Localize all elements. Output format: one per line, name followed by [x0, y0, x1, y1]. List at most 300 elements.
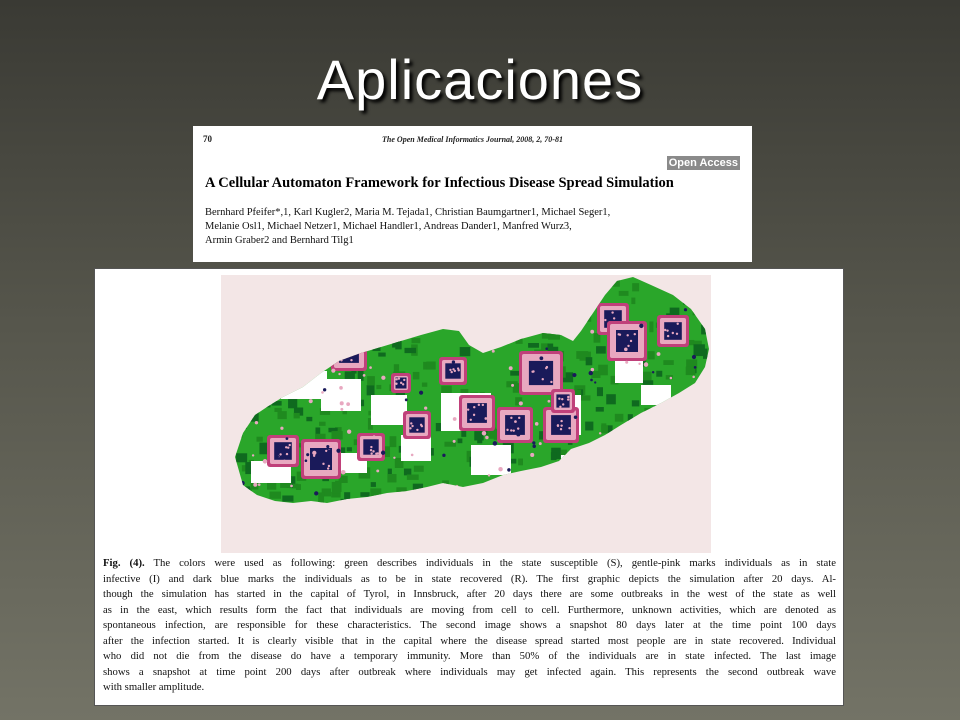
scattered-individual: [276, 360, 279, 363]
susceptible-cell: [313, 521, 322, 528]
paper-header-image: [193, 126, 752, 262]
susceptible-cell: [263, 379, 272, 383]
susceptible-cell: [244, 488, 252, 494]
susceptible-cell: [665, 498, 670, 506]
susceptible-cell: [407, 300, 415, 306]
scattered-individual: [232, 446, 236, 450]
susceptible-cell: [378, 353, 385, 357]
susceptible-cell: [610, 279, 620, 286]
infective-dot: [343, 348, 345, 350]
scattered-individual: [245, 421, 249, 425]
susceptible-cell: [597, 500, 608, 510]
susceptible-cell: [488, 522, 494, 530]
scattered-individual: [484, 417, 487, 420]
susceptible-cell: [409, 495, 414, 505]
susceptible-cell: [283, 315, 293, 323]
susceptible-cell: [264, 360, 271, 369]
scattered-individual: [405, 398, 408, 401]
susceptible-cell: [523, 483, 532, 492]
susceptible-cell: [656, 480, 663, 492]
scattered-individual: [393, 457, 395, 459]
susceptible-cell: [632, 508, 640, 519]
susceptible-cell: [546, 530, 551, 536]
susceptible-cell: [602, 531, 607, 541]
scattered-individual: [240, 481, 245, 486]
susceptible-cell: [684, 450, 688, 454]
infective-dot: [542, 378, 544, 380]
scattered-individual: [692, 376, 695, 379]
susceptible-cell: [236, 337, 247, 341]
infective-dot: [287, 447, 289, 449]
empty-region: [641, 385, 671, 405]
scattered-individual: [644, 362, 649, 367]
infective-dot: [372, 450, 374, 452]
scattered-individual: [381, 451, 385, 455]
susceptible-cell: [376, 385, 381, 389]
susceptible-cell: [560, 471, 572, 476]
susceptible-cell: [436, 423, 441, 431]
recovered-core: [529, 361, 553, 385]
susceptible-cell: [477, 545, 483, 550]
infective-dot: [325, 450, 327, 452]
susceptible-cell: [477, 337, 482, 348]
infective-dot: [666, 329, 668, 331]
scattered-individual: [292, 363, 296, 367]
susceptible-cell: [706, 458, 711, 467]
susceptible-cell: [292, 545, 297, 553]
scattered-individual: [471, 342, 475, 346]
infective-dot: [532, 370, 534, 372]
susceptible-cell: [329, 308, 335, 320]
susceptible-cell: [617, 481, 628, 493]
susceptible-cell: [673, 419, 677, 429]
susceptible-cell: [666, 424, 677, 430]
scattered-individual: [488, 474, 490, 476]
susceptible-cell: [559, 307, 569, 315]
susceptible-cell: [233, 387, 241, 392]
susceptible-cell: [309, 325, 320, 333]
susceptible-cell: [311, 289, 322, 294]
scattered-individual: [514, 420, 517, 423]
scattered-individual: [433, 321, 437, 325]
susceptible-cell: [648, 504, 655, 514]
scattered-individual: [482, 431, 487, 436]
susceptible-cell: [264, 314, 271, 325]
scattered-individual: [569, 316, 573, 320]
susceptible-cell: [306, 417, 312, 421]
susceptible-cell: [238, 424, 247, 428]
susceptible-cell: [692, 474, 699, 480]
susceptible-cell: [473, 285, 480, 290]
susceptible-cell: [307, 517, 314, 526]
infective-dot: [322, 463, 324, 465]
susceptible-cell: [555, 499, 561, 507]
scattered-individual: [654, 447, 659, 452]
susceptible-cell: [375, 291, 385, 297]
susceptible-cell: [507, 489, 519, 500]
susceptible-cell: [521, 296, 532, 307]
susceptible-cell: [351, 327, 360, 331]
susceptible-cell: [435, 546, 447, 550]
susceptible-cell: [294, 413, 300, 419]
susceptible-cell: [679, 487, 686, 495]
susceptible-cell: [292, 334, 300, 339]
infective-dot: [370, 452, 372, 454]
scattered-individual: [340, 408, 343, 411]
susceptible-cell: [272, 279, 277, 289]
scattered-individual: [519, 401, 523, 405]
infective-dot: [286, 453, 288, 455]
susceptible-cell: [413, 372, 420, 379]
susceptible-cell: [404, 469, 411, 476]
susceptible-cell: [272, 388, 278, 395]
susceptible-cell: [282, 326, 294, 337]
scattered-individual: [258, 483, 261, 486]
susceptible-cell: [608, 472, 614, 481]
susceptible-cell: [365, 309, 370, 314]
susceptible-cell: [262, 391, 266, 400]
susceptible-cell: [518, 459, 523, 466]
scattered-individual: [283, 460, 286, 463]
infective-dot: [506, 429, 508, 431]
susceptible-cell: [470, 506, 475, 517]
scattered-individual: [424, 407, 427, 410]
scattered-individual: [331, 369, 335, 373]
scattered-individual: [624, 348, 628, 352]
infective-dot: [400, 382, 402, 384]
susceptible-cell: [334, 338, 341, 349]
scattered-individual: [312, 451, 316, 455]
susceptible-cell: [533, 482, 538, 492]
susceptible-cell: [334, 506, 339, 510]
susceptible-cell: [222, 363, 229, 374]
susceptible-cell: [372, 293, 376, 300]
susceptible-cell: [359, 517, 367, 523]
susceptible-cell: [585, 312, 591, 322]
scattered-individual: [702, 428, 704, 430]
susceptible-cell: [607, 551, 612, 553]
scattered-individual: [556, 462, 560, 466]
susceptible-cell: [598, 477, 604, 481]
susceptible-cell: [300, 525, 308, 533]
susceptible-cell: [471, 550, 475, 553]
susceptible-cell: [654, 406, 660, 415]
susceptible-cell: [224, 375, 233, 383]
susceptible-cell: [710, 336, 711, 343]
susceptible-cell: [277, 411, 286, 419]
susceptible-cell: [272, 401, 282, 406]
susceptible-cell: [470, 552, 477, 553]
scattered-individual: [261, 311, 265, 315]
infective-dot: [510, 417, 512, 419]
author-line: Armin Graber2 and Bernhard Tilg1: [205, 235, 354, 246]
scattered-individual: [697, 421, 700, 424]
infective-dot: [454, 370, 456, 372]
scattered-individual: [605, 476, 608, 479]
susceptible-cell: [510, 371, 519, 376]
susceptible-cell: [653, 476, 657, 483]
susceptible-cell: [528, 343, 539, 348]
infective-dot: [613, 317, 615, 319]
scattered-individual: [241, 345, 245, 349]
susceptible-cell: [425, 505, 435, 513]
slide-title: Aplicaciones: [316, 48, 644, 111]
susceptible-cell: [410, 527, 420, 538]
scattered-individual: [590, 330, 594, 334]
susceptible-cell: [319, 422, 326, 426]
susceptible-cell: [362, 528, 371, 537]
scattered-individual: [660, 334, 664, 338]
susceptible-cell: [437, 296, 449, 304]
infective-dot: [667, 335, 669, 337]
susceptible-cell: [452, 310, 456, 320]
susceptible-cell: [644, 411, 650, 415]
susceptible-cell: [381, 530, 386, 538]
susceptible-cell: [465, 535, 474, 543]
scattered-individual: [573, 315, 577, 319]
susceptible-cell: [358, 306, 369, 314]
scattered-individual: [252, 454, 254, 456]
scattered-individual: [532, 441, 535, 444]
susceptible-cell: [514, 304, 519, 315]
susceptible-cell: [671, 454, 683, 459]
susceptible-cell: [457, 502, 463, 507]
infective-dot: [279, 453, 281, 455]
susceptible-cell: [439, 541, 445, 548]
infective-dot: [402, 383, 404, 385]
susceptible-cell: [626, 447, 637, 451]
susceptible-cell: [279, 328, 286, 332]
susceptible-cell: [654, 413, 658, 421]
susceptible-cell: [415, 506, 420, 513]
susceptible-cell: [555, 324, 565, 332]
susceptible-cell: [287, 308, 298, 318]
susceptible-cell: [334, 277, 343, 283]
susceptible-cell: [419, 495, 429, 499]
scattered-individual: [598, 503, 601, 506]
susceptible-cell: [706, 472, 711, 479]
susceptible-cell: [438, 279, 442, 286]
scattered-individual: [400, 310, 403, 313]
scattered-individual: [680, 441, 683, 444]
susceptible-cell: [657, 462, 664, 472]
susceptible-cell: [413, 484, 423, 492]
susceptible-cell: [324, 343, 331, 349]
infective-dot: [560, 428, 562, 430]
susceptible-cell: [360, 492, 369, 497]
susceptible-cell: [318, 492, 324, 503]
susceptible-cell: [354, 548, 359, 553]
scattered-individual: [305, 459, 308, 462]
susceptible-cell: [481, 535, 485, 546]
susceptible-cell: [546, 482, 556, 487]
susceptible-cell: [614, 542, 625, 550]
scattered-individual: [230, 305, 232, 307]
susceptible-cell: [382, 288, 387, 300]
caption-line: as in the east, which results form the fact that individuals are moving from cell to cell. Furthermore, unknown activities, which are denoted as: [103, 603, 836, 616]
susceptible-cell: [644, 408, 655, 417]
infective-dot: [370, 449, 372, 451]
susceptible-cell: [404, 348, 416, 353]
scattered-individual: [422, 319, 426, 323]
scattered-individual: [532, 445, 536, 449]
susceptible-cell: [461, 496, 468, 504]
susceptible-cell: [253, 550, 257, 553]
susceptible-cell: [609, 450, 620, 461]
susceptible-cell: [311, 512, 321, 517]
infective-dot: [634, 333, 636, 335]
scattered-individual: [670, 377, 673, 380]
susceptible-cell: [382, 282, 390, 288]
susceptible-cell: [279, 323, 289, 331]
scattered-individual: [222, 481, 226, 485]
infective-dot: [567, 396, 569, 398]
scattered-individual: [692, 454, 697, 459]
susceptible-cell: [468, 541, 473, 547]
scattered-individual: [557, 461, 561, 465]
susceptible-cell: [547, 305, 559, 316]
susceptible-cell: [521, 301, 528, 310]
infective-dot: [375, 453, 377, 455]
scattered-individual: [665, 422, 667, 424]
susceptible-cell: [620, 429, 625, 438]
scattered-individual: [253, 483, 257, 487]
scattered-individual: [632, 466, 635, 469]
susceptible-cell: [286, 325, 296, 336]
susceptible-cell: [674, 400, 685, 408]
susceptible-cell: [393, 540, 404, 545]
infective-dot: [517, 427, 519, 429]
infective-dot: [457, 367, 459, 369]
scattered-individual: [241, 364, 246, 369]
infective-dot: [450, 371, 452, 373]
scattered-individual: [319, 457, 323, 461]
susceptible-cell: [694, 277, 701, 285]
journal-citation: The Open Medical Informatics Journal, 2008, 2, 70-81: [382, 135, 563, 144]
susceptible-cell: [586, 357, 593, 365]
scattered-individual: [304, 503, 308, 507]
susceptible-cell: [265, 288, 272, 297]
susceptible-cell: [632, 501, 641, 513]
susceptible-cell: [447, 280, 458, 291]
susceptible-cell: [643, 545, 648, 553]
susceptible-cell: [354, 542, 362, 547]
scattered-individual: [238, 344, 241, 347]
scattered-individual: [507, 468, 511, 472]
susceptible-cell: [532, 327, 544, 333]
susceptible-cell: [341, 499, 346, 506]
scattered-individual: [276, 455, 279, 458]
infective-zone: [334, 338, 364, 368]
susceptible-cell: [415, 329, 422, 334]
infective-dot: [677, 323, 679, 325]
infective-dot: [560, 424, 562, 426]
susceptible-cell: [345, 303, 349, 313]
susceptible-cell: [248, 412, 258, 422]
scattered-individual: [238, 319, 241, 322]
susceptible-cell: [508, 299, 517, 311]
susceptible-cell: [683, 300, 690, 305]
susceptible-cell: [238, 429, 243, 438]
infective-dot: [550, 381, 552, 383]
susceptible-cell: [542, 277, 546, 282]
susceptible-cell: [500, 326, 504, 332]
susceptible-cell: [586, 465, 593, 470]
susceptible-cell: [230, 551, 234, 553]
susceptible-cell: [330, 348, 340, 353]
susceptible-cell: [371, 482, 376, 487]
susceptible-cell: [601, 425, 608, 433]
scattered-individual: [574, 416, 577, 419]
susceptible-cell: [274, 311, 284, 322]
infective-dot: [345, 352, 347, 354]
susceptible-cell: [236, 351, 244, 360]
scattered-individual: [340, 401, 344, 405]
scattered-individual: [306, 453, 309, 456]
scattered-individual: [229, 436, 233, 440]
scattered-individual: [694, 366, 697, 369]
susceptible-cell: [289, 320, 294, 327]
susceptible-cell: [447, 516, 452, 524]
scattered-individual: [373, 435, 375, 437]
scattered-individual: [516, 433, 520, 437]
susceptible-cell: [579, 474, 588, 478]
susceptible-cell: [414, 466, 424, 472]
susceptible-cell: [460, 347, 471, 356]
susceptible-cell: [463, 283, 472, 293]
susceptible-cell: [497, 318, 503, 322]
susceptible-cell: [294, 519, 299, 528]
susceptible-cell: [701, 276, 706, 285]
scattered-individual: [639, 324, 643, 328]
susceptible-cell: [463, 289, 469, 297]
caption-line: with smaller amplitude.: [103, 681, 205, 693]
scattered-individual: [454, 305, 457, 308]
infective-dot: [626, 334, 628, 336]
scattered-individual: [363, 374, 366, 377]
open-access-badge: Open Access: [668, 157, 738, 169]
scattered-individual: [530, 453, 534, 457]
scattered-individual: [539, 442, 542, 445]
susceptible-cell: [224, 486, 236, 493]
susceptible-cell: [426, 361, 435, 369]
susceptible-cell: [484, 545, 489, 552]
susceptible-cell: [656, 371, 662, 377]
susceptible-cell: [240, 329, 251, 333]
scattered-individual: [411, 454, 414, 457]
infective-dot: [630, 340, 632, 342]
scattered-individual: [599, 432, 601, 434]
scattered-individual: [488, 493, 491, 496]
susceptible-cell: [704, 391, 711, 397]
infective-dot: [473, 414, 475, 416]
scattered-individual: [338, 373, 340, 375]
paper-title: A Cellular Automaton Framework for Infectious Disease Spread Simulation: [205, 175, 674, 191]
scattered-individual: [594, 381, 596, 383]
susceptible-cell: [461, 431, 466, 437]
susceptible-cell: [400, 320, 412, 328]
infective-dot: [545, 367, 547, 369]
susceptible-cell: [407, 475, 419, 480]
scattered-individual: [498, 467, 502, 471]
infective-dot: [411, 425, 413, 427]
infective-dot: [409, 427, 411, 429]
susceptible-cell: [579, 305, 589, 315]
scattered-individual: [493, 441, 497, 445]
susceptible-cell: [406, 316, 413, 322]
susceptible-cell: [520, 308, 526, 316]
scattered-individual: [336, 449, 340, 453]
